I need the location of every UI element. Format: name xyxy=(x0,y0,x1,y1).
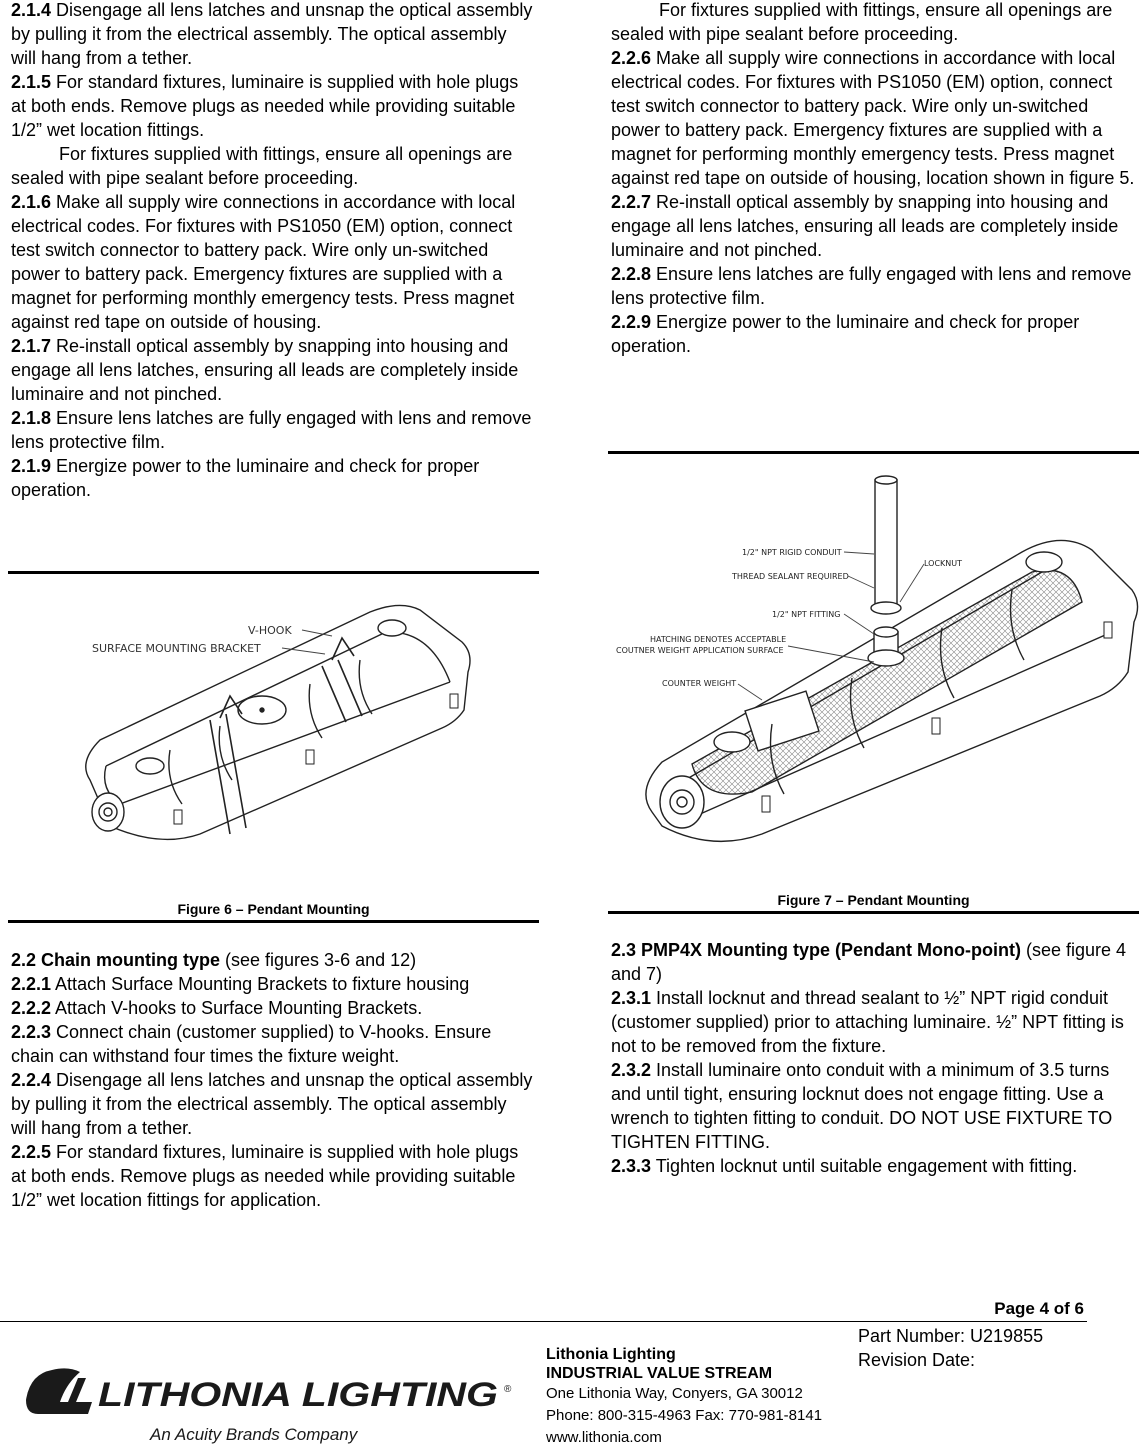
para-fittings-note-right: For fixtures supplied with fittings, ensure all openings are sealed with pipe sealant before proceeding. xyxy=(611,0,1113,44)
part-info xyxy=(858,1324,1043,1372)
figure7-bottom-rule xyxy=(608,911,1139,914)
figure7-top-rule xyxy=(608,451,1139,454)
company-block xyxy=(546,1345,822,1449)
para-2-1-6: 2.1.6 Make all supply wire connections in accordance with local electrical codes. For fixtures with PS1050 (EM) option, connect test switch connector to battery pack. Wire only un-switched power to battery pack. Emergency fixtures are supplied with a magnet for performing monthly emergency tests. Press magnet against red tape on outside of housing. xyxy=(11,192,516,332)
page-number: Page 4 of 6 xyxy=(994,1299,1084,1318)
para-2-2-6: 2.2.6 Make all supply wire connections in accordance with local electrical codes. For fixtures with PS1050 (EM) option, connect test switch connector to battery pack. Wire only un-switched power to battery pack. Emergency fixtures are supplied with a magnet for performing monthly emergency tests. Press magnet against red tape on outside of housing, location shown in figure 5. xyxy=(611,48,1135,188)
para-2-2-1: 2.2.1 Attach Surface Mounting Brackets to fixture housing xyxy=(11,974,470,994)
para-2-1-8: 2.1.8 Ensure lens latches are fully engaged with lens and remove lens protective film. xyxy=(11,408,532,452)
section-2-3 xyxy=(611,938,1138,1178)
figure7-caption: Figure 7 – Pendant Mounting xyxy=(777,892,970,908)
locknut xyxy=(871,602,901,614)
right-column-top xyxy=(611,0,1138,358)
left-column-top xyxy=(11,0,536,502)
para-2-2-5: 2.2.5 For standard fixtures, luminaire is supplied with hole plugs at both ends. Remove plugs as needed while providing suitable 1/2” wet location fittings for application. xyxy=(11,1142,519,1210)
para-2-2-8: 2.2.8 Ensure lens latches are fully engaged with lens and remove lens protective film. xyxy=(611,264,1132,308)
label-npt-fitting: 1/2" NPT FITTING xyxy=(772,610,841,619)
para-2-2-4: 2.2.4 Disengage all lens latches and unsnap the optical assembly by pulling it from the electrical assembly. The optical assembly will hang from a tether. xyxy=(11,1070,533,1138)
logo-mark-icon xyxy=(26,1368,92,1414)
logo-tagline: An Acuity Brands Company xyxy=(150,1425,358,1444)
para-2-1-5: 2.1.5 For standard fixtures, luminaire is supplied with hole plugs at both ends. Remove plugs as needed while providing suitable 1/2” wet location fittings. xyxy=(11,72,519,140)
figure7-illustration xyxy=(612,472,1142,872)
para-2-1-7: 2.1.7 Re-install optical assembly by snapping into housing and engage all lens latches, ensuring all leads are completely inside luminaire and not pinched. xyxy=(11,336,519,404)
label-hatching-1: HATCHING DENOTES ACCEPTABLE xyxy=(650,635,787,644)
revision-date: Revision Date: xyxy=(858,1350,976,1370)
para-2-2-9: 2.2.9 Energize power to the luminaire and check for proper operation. xyxy=(611,312,1080,356)
para-fittings-note: For fixtures supplied with fittings, ensure all openings are sealed with pipe sealant before proceeding. xyxy=(11,144,513,188)
section-2-3-heading: 2.3 PMP4X Mounting type (Pendant Mono-point) (see figure 4 and 7) xyxy=(611,940,1127,984)
part-number: Part Number: U219855 xyxy=(858,1326,1044,1346)
company-web[interactable]: www.lithonia.com xyxy=(546,1429,662,1446)
label-surface-mounting-bracket: SURFACE MOUNTING BRACKET xyxy=(92,642,261,655)
section-2-2 xyxy=(11,948,536,1212)
figure6-illustration xyxy=(70,590,490,860)
company-address: One Lithonia Way, Conyers, GA 30012 xyxy=(546,1385,803,1402)
company-phone: Phone: 800-315-4963 Fax: 770-981-8141 xyxy=(546,1407,823,1424)
para-2-3-2: 2.3.2 Install luminaire onto conduit with a minimum of 3.5 turns and until tight, ensuring locknut does not engage fitting. Use a wrench to tighten fitting to conduit. DO NOT USE FIXTURE TO TIGHTEN FITTING. xyxy=(611,1060,1113,1152)
label-rigid-conduit: 1/2" NPT RIGID CONDUIT xyxy=(742,548,842,557)
para-2-3-1: 2.3.1 Install locknut and thread sealant to ½” NPT rigid conduit (customer supplied) prior to attaching luminaire. ½” NPT fitting is not to be removed from the fixture. xyxy=(611,988,1124,1056)
label-v-hook: V-HOOK xyxy=(248,624,292,637)
figure6-bottom-rule xyxy=(8,920,539,923)
label-thread-sealant: THREAD SEALANT REQUIRED xyxy=(732,572,849,581)
lithonia-logo xyxy=(22,1362,522,1446)
para-2-2-2: 2.2.2 Attach V-hooks to Surface Mounting Brackets. xyxy=(11,998,423,1018)
footer-rule xyxy=(0,1321,1087,1322)
fixture-body xyxy=(86,605,470,839)
figure6-top-rule xyxy=(8,571,539,574)
logo-wordmark: LITHONIA LIGHTING xyxy=(98,1376,499,1414)
para-2-3-3: 2.3.3 Tighten locknut until suitable engagement with fitting. xyxy=(611,1156,1078,1176)
label-hatching-2: COUTNER WEIGHT APPLICATION SURFACE xyxy=(616,646,784,655)
label-locknut: LOCKNUT xyxy=(924,559,963,568)
logo-registered-mark: ® xyxy=(504,1384,512,1395)
para-2-2-3: 2.2.3 Connect chain (customer supplied) to V-hooks. Ensure chain can withstand four times the fixture weight. xyxy=(11,1022,492,1066)
conduit xyxy=(875,480,897,608)
section-2-2-heading: 2.2 Chain mounting type (see figures 3-6 and 12) xyxy=(11,950,417,970)
figure6-caption: Figure 6 – Pendant Mounting xyxy=(177,901,370,917)
label-counter-weight: COUNTER WEIGHT xyxy=(662,679,737,688)
company-division: INDUSTRIAL VALUE STREAM xyxy=(546,1365,773,1382)
company-name: Lithonia Lighting xyxy=(546,1346,676,1363)
para-2-2-7: 2.2.7 Re-install optical assembly by snapping into housing and engage all lens latches, ensuring all leads are completely inside luminaire and not pinched. xyxy=(611,192,1119,260)
para-2-1-4: 2.1.4 Disengage all lens latches and unsnap the optical assembly by pulling it from the electrical assembly. The optical assembly will hang from a tether. xyxy=(11,0,533,68)
para-2-1-9: 2.1.9 Energize power to the luminaire and check for proper operation. xyxy=(11,456,480,500)
